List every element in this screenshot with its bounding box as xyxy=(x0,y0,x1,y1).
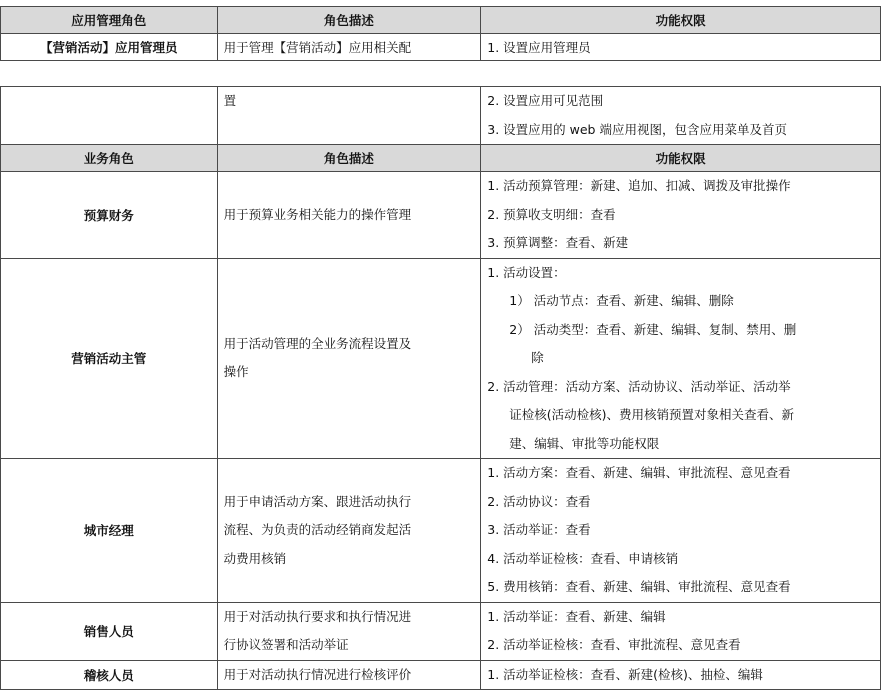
business-role-perms xyxy=(481,172,881,259)
table-row xyxy=(1,258,881,459)
header-business-desc: 角色描述 xyxy=(217,145,481,172)
business-role-name: 销售人员 xyxy=(1,602,218,660)
business-role-perms xyxy=(481,459,881,603)
business-role-desc xyxy=(217,459,481,603)
app-admin-desc: 用于管理【营销活动】应用相关配 xyxy=(217,34,481,61)
perm-line: 2. 预算收支明细：查看 xyxy=(487,206,616,222)
business-role-table xyxy=(0,86,881,690)
desc-line: 用于预算业务相关能力的操作管理 xyxy=(223,206,412,222)
business-role-perms xyxy=(481,660,881,690)
desc-line: 用于活动管理的全业务流程设置及 xyxy=(223,335,412,351)
desc-line: 流程、为负责的活动经销商发起活 xyxy=(223,522,412,537)
table-row xyxy=(1,660,881,690)
header-business-role: 业务角色 xyxy=(1,145,218,172)
app-admin-role xyxy=(1,34,218,61)
perm-line: 建、编辑、审批等功能权限 xyxy=(509,435,660,451)
perm-line: 1. 活动举证：查看、新建、编辑 xyxy=(487,608,666,624)
perm-line: 3. 活动举证：查看 xyxy=(487,522,591,537)
perm-line: 1. 活动预算管理：新建、追加、扣减、调拨及审批操作 xyxy=(487,178,791,193)
perm-line: 证检核(活动检核)、费用核销预置对象相关查看、新 xyxy=(509,407,795,422)
business-role-name: 城市经理 xyxy=(1,459,218,603)
perm-line: 4. 活动举证检核：查看、申请核销 xyxy=(487,550,679,566)
business-role-desc xyxy=(217,172,481,259)
desc-line: 动费用核销 xyxy=(223,550,287,566)
perm-line: 2. 活动管理：活动方案、活动协议、活动举证、活动举 xyxy=(487,378,791,394)
desc-line: 操作 xyxy=(223,364,249,380)
table-row xyxy=(1,602,881,660)
desc-line: 用于对活动执行要求和执行情况进 xyxy=(223,608,412,624)
business-role-name: 稽核人员 xyxy=(1,660,218,690)
header-permissions: 功能权限 xyxy=(481,7,881,34)
header-business-perm: 功能权限 xyxy=(481,145,881,172)
perm-line: 1. 活动举证检核：查看、新建(检核)、抽检、编辑 xyxy=(487,666,763,682)
continuation-desc: 置 xyxy=(217,87,481,145)
perm-line: 1） 活动节点：查看、新建、编辑、删除 xyxy=(509,293,734,308)
continuation-perm: 3. 设置应用的 web 端应用视图，包含应用菜单及首页 xyxy=(487,121,787,137)
business-rows xyxy=(1,172,881,690)
app-admin-table xyxy=(0,6,881,61)
perm-line: 2） 活动类型：查看、新建、编辑、复制、禁用、删 xyxy=(509,321,797,337)
desc-line: 用于申请活动方案、跟进活动执行 xyxy=(223,493,412,509)
perm-line: 5. 费用核销：查看、新建、编辑、审批流程、意见查看 xyxy=(487,579,791,594)
continuation-role xyxy=(1,87,218,145)
continuation-perms xyxy=(481,87,881,145)
perm-line: 1. 活动设置： xyxy=(487,264,566,280)
business-role-perms xyxy=(481,258,881,459)
perm-line: 3. 预算调整：查看、新建 xyxy=(487,235,629,250)
table-row xyxy=(1,459,881,603)
continuation-perm: 2. 设置应用可见范围 xyxy=(487,93,604,108)
perm-line: 1. 活动方案：查看、新建、编辑、审批流程、意见查看 xyxy=(487,465,791,480)
perm-line: 除 xyxy=(531,350,544,365)
app-admin-perm: 1. 设置应用管理员 xyxy=(481,34,881,61)
business-role-perms xyxy=(481,602,881,660)
business-role-name: 预算财务 xyxy=(1,172,218,259)
business-role-desc xyxy=(217,660,481,690)
header-app-role: 应用管理角色 xyxy=(1,7,218,34)
desc-line: 行协议签署和活动举证 xyxy=(223,637,349,652)
table-row xyxy=(1,172,881,259)
header-role-desc: 角色描述 xyxy=(217,7,481,34)
perm-line: 2. 活动举证检核：查看、审批流程、意见查看 xyxy=(487,637,741,652)
desc-line: 用于对活动执行情况进行检核评价 xyxy=(223,666,412,682)
business-role-desc xyxy=(217,258,481,459)
business-role-name: 营销活动主管 xyxy=(1,258,218,459)
app-admin-role-text: 【营销活动】应用管理员 xyxy=(40,40,178,55)
perm-line: 2. 活动协议：查看 xyxy=(487,493,591,509)
business-role-desc xyxy=(217,602,481,660)
